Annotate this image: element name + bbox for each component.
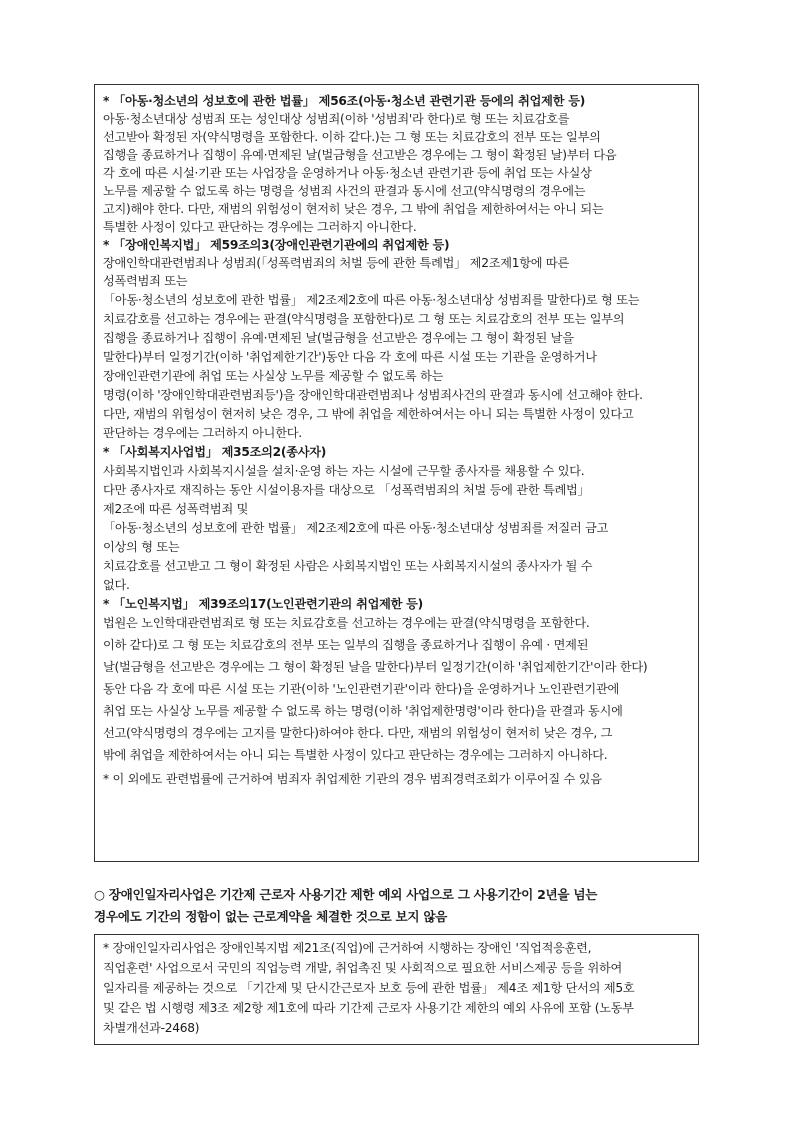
text-line: 아동·청소년대상 성범죄 또는 성인대상 성범죄(이하 '성범죄'라 한다)로 형 또는 치료감호를 [103,112,570,126]
text-line: 특별한 사정이 있다고 판단하는 경우에는 그러하지 아니한다. [103,220,417,234]
text-line: 이상의 형 또는 [103,540,180,554]
law-excerpt-box [94,84,699,862]
text-line: 선고받아 확정된 자(약식명령을 포함한다. 이하 같다.)는 그 형 또는 치료감호의 전부 또는 일부의 [103,130,601,144]
text-line: 밖에 취업을 제한하여서는 아니 되는 특별한 사정이 있다고 판단하는 경우에는 그러하지 아니하다. [103,748,608,762]
text-line: 차별개선과-2468) [103,1021,200,1035]
text-line: 동안 다음 각 호에 따른 시설 또는 기관(이하 '노인관련기관'이라 한다)을 운영하거나 노인관련기관에 [103,682,619,696]
text-line: 법원은 노인학대관련범죄로 형 또는 치료감호를 선고하는 경우에는 판결(약식명령을 포함한다. [103,616,590,630]
section-heading-line1: ○ 장애인일자리사업은 기간제 근로자 사용기간 제한 예외 사업으로 그 사용기간이 2년을 넘는 [94,887,598,902]
text-line: 성폭력범죄 또는 [103,274,188,288]
text-line: 명령(이하 '장애인학대관련범죄등')을 장애인학대관련범죄나 성범죄사건의 판결과 동시에 선고해야 한다. [103,388,643,402]
text-line: 다만, 재범의 위험성이 현저히 낮은 경우, 그 밖에 취업을 제한하여서는 아니 되는 특별한 사정이 있다고 [103,407,634,421]
law-heading-disability-welfare: * 「장애인복지법」 제59조의3(장애인관련기관에의 취업제한 등) [103,238,450,252]
text-line: 사회복지법인과 사회복지시설을 설치·운영 하는 자는 시설에 근무할 종사자를 채용할 수 있다. [103,464,585,478]
text-line: 집행을 종료하거나 집행이 유예·면제된 날(벌금형을 선고받은 경우에는 그 형이 확정된 날을 [103,331,574,345]
text-line: 선고(약식명령의 경우에는 고지를 말한다)하여야 한다. 다만, 재범의 위험성이 현저히 낮은 경우, 그 [103,726,613,740]
text-line: * 장애인일자리사업은 장애인복지법 제21조(직업)에 근거하여 시행하는 장애인 '직업적응훈련, [103,941,592,955]
text-line: 장애인관련기관에 취업 또는 사실상 노무를 제공할 수 없도록 하는 [103,369,444,383]
text-line: 판단하는 경우에는 그러하지 아니한다. [103,426,302,440]
text-line: 직업훈련' 사업으로서 국민의 직업능력 개발, 취업촉진 및 사회적으로 필요한 서비스제공 등을 위하여 [103,961,623,975]
text-line: 장애인학대관련범죄나 성범죄(「성폭력범죄의 처벌 등에 관한 특례법」 제2조제1항에 따른 [103,256,569,270]
text-line: 각 호에 따른 시설·기관 또는 사업장을 운영하거나 아동·청소년 관련기관 등에 취업 또는 사실상 [103,166,592,180]
text-line: 집행을 종료하거나 집행이 유예·면제된 날(벌금형을 선고받은 경우에는 그 형이 확정된 날)부터 다음 [103,148,617,162]
note-box [94,934,699,1045]
text-line: 날(벌금형을 선고받은 경우에는 그 형이 확정된 날을 말한다)부터 일정기간(이하 '취업제한기간'이라 한다) [103,660,648,674]
law-heading-social-welfare: * 「사회복지사업법」 제35조의2(종사자) [103,445,327,459]
text-line: 치료감호를 선고하는 경우에는 판결(약식명령을 포함한다)로 그 형 또는 치료감호의 전부 또는 일부의 [103,312,625,326]
text-line: 치료감호를 선고받고 그 형이 확정된 사람은 사회복지법인 또는 사회복지시설의 종사자가 될 수 [103,559,593,573]
text-line: 일자리를 제공하는 것으로 「기간제 및 단시간근로자 보호 등에 관한 법률」 제4조 제1항 단서의 제5호 [103,981,635,995]
text-line: 이하 같다)로 그 형 또는 치료감호의 전부 또는 일부의 집행을 종료하거나 집행이 유예 · 면제된 [103,638,589,652]
text-line: 「아동·청소년의 성보호에 관한 법률」 제2조제2호에 따른 아동·청소년대상 성범죄를 저질러 금고 [103,521,609,535]
text-line: 노무를 제공할 수 없도록 하는 명령을 성범죄 사건의 판결과 동시에 선고(약식명령의 경우에는 [103,184,586,198]
law-heading-elderly-welfare: * 「노인복지법」 제39조의17(노인관련기관의 취업제한 등) [103,597,423,611]
footnote-line: * 이 외에도 관련법률에 근거하여 범죄자 취업제한 기관의 경우 범죄경력조회가 이루어질 수 있음 [103,772,602,786]
text-line: 없다. [103,578,130,592]
text-line: 말한다)부터 일정기간(이하 '취업제한기간')동안 다음 각 호에 따른 시설 또는 기관을 운영하거나 [103,350,597,364]
text-line: 다만 종사자로 재직하는 동안 시설이용자를 대상으로 「성폭력범죄의 처벌 등에 관한 특례법」 [103,483,590,497]
text-line: 「아동·청소년의 성보호에 관한 법률」 제2조제2호에 따른 아동·청소년대상 성범죄를 말한다)로 형 또는 [103,293,640,307]
text-line: 및 같은 법 시행령 제3조 제2항 제1호에 따라 기간제 근로자 사용기간 제한의 예외 사유에 포함 (노동부 [103,1001,634,1015]
law-heading-child-protection: * 「아동·청소년의 성보호에 관한 법률」 제56조(아동·청소년 관련기관 등에의 취업제한 등) [103,94,586,108]
text-line: 제2조에 따른 성폭력범죄 및 [103,502,249,516]
text-line: 고지)해야 한다. 다만, 재범의 위험성이 현저히 낮은 경우, 그 밖에 취업을 제한하여서는 아니 되는 [103,202,604,216]
section-heading-line2: 경우에도 기간의 정함이 없는 근로계약을 체결한 것으로 보지 않음 [94,909,448,924]
text-line: 취업 또는 사실상 노무를 제공할 수 없도록 하는 명령(이하 '취업제한명령'이라 한다)을 판결과 동시에 [103,704,623,718]
